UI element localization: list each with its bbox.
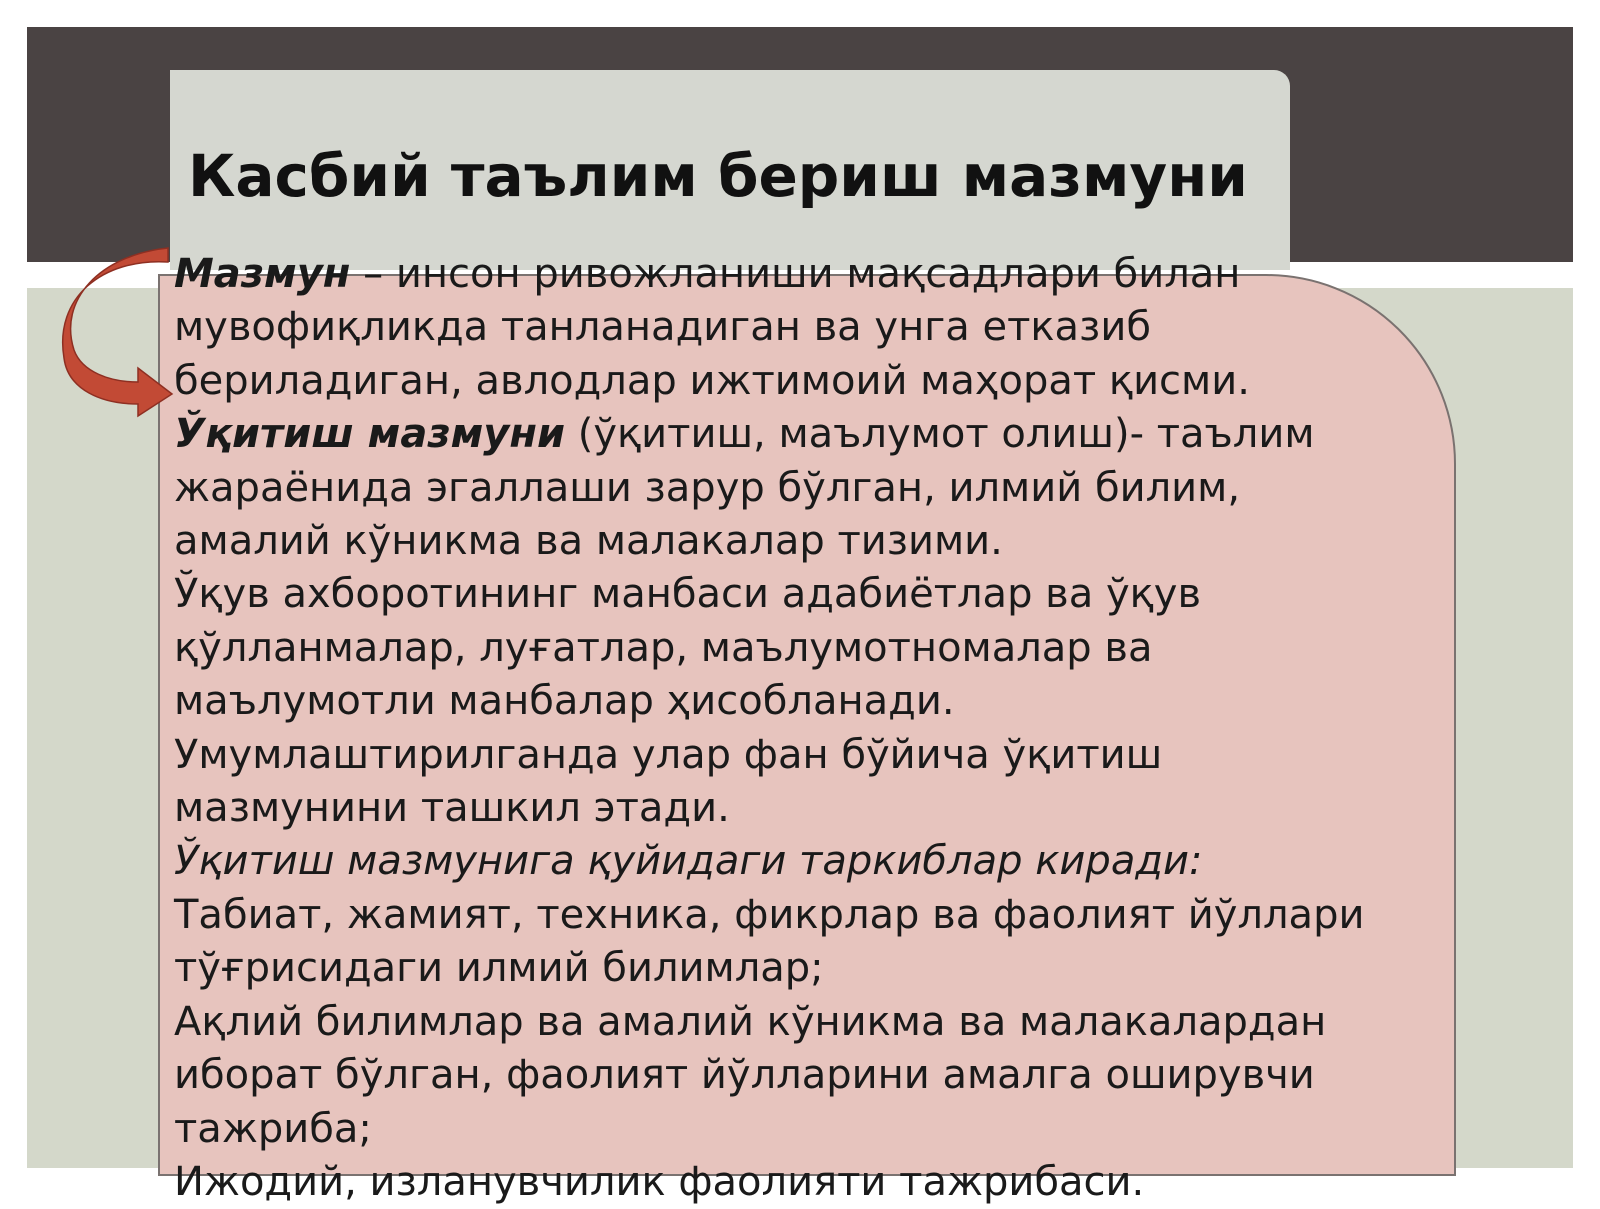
text-line: маълумотли манбалар ҳисобланади. xyxy=(174,678,955,725)
title-box xyxy=(170,70,1290,270)
text-line: Мазмун – инсон ривожланиши мақсадлари билан xyxy=(174,251,1241,297)
content-text xyxy=(174,248,1474,1209)
text-line: иборат бўлган, фаолият йўлларини амалга оширувчи xyxy=(174,1052,1315,1099)
slide-title: Касбий таълим бериш мазмуни xyxy=(188,142,1248,210)
text-line: Ўқув ахборотининг манбаси адабиётлар ва ўқув xyxy=(174,571,1202,618)
text-line: Ижодий, изланувчилик фаолияти тажрибаси. xyxy=(174,1158,1145,1205)
curved-arrow-icon xyxy=(60,240,180,420)
text-line: мувофиқликда танланадиган ва унга етказиб xyxy=(174,304,1151,351)
text-line: қўлланмалар, луғатлар, маълумотномалар ва xyxy=(174,624,1153,671)
text-line: Табиат, жамият, техника, фикрлар ва фаолият йўллари xyxy=(174,891,1365,938)
text-line: Ўқитиш мазмуни (ўқитиш, маълумот олиш)- таълим xyxy=(174,411,1315,458)
text-line-italic: Ўқитиш мазмунига қуйидаги таркиблар киради: xyxy=(174,838,1203,885)
text-line: бериладиган, авлодлар ижтимоий маҳорат қисми. xyxy=(174,357,1250,404)
text-line: Умумлаштирилганда улар фан бўйича ўқитиш xyxy=(174,731,1163,778)
text-line: амалий кўникма ва малакалар тизими. xyxy=(174,518,1003,565)
text-line: жараёнида эгаллаши зарур бўлган, илмий билим, xyxy=(174,464,1241,511)
text-line: Ақлий билимлар ва амалий кўникма ва малакалардан xyxy=(174,998,1327,1045)
text-line: тўғрисидаги илмий билимлар; xyxy=(174,945,824,992)
term-uqitish-mazmuni: Ўқитиш мазмуни xyxy=(174,411,565,458)
text-line: тажриба; xyxy=(174,1105,372,1152)
term-mazmun: Мазмун xyxy=(174,251,351,297)
text-line: мазмунини ташкил этади. xyxy=(174,785,730,832)
